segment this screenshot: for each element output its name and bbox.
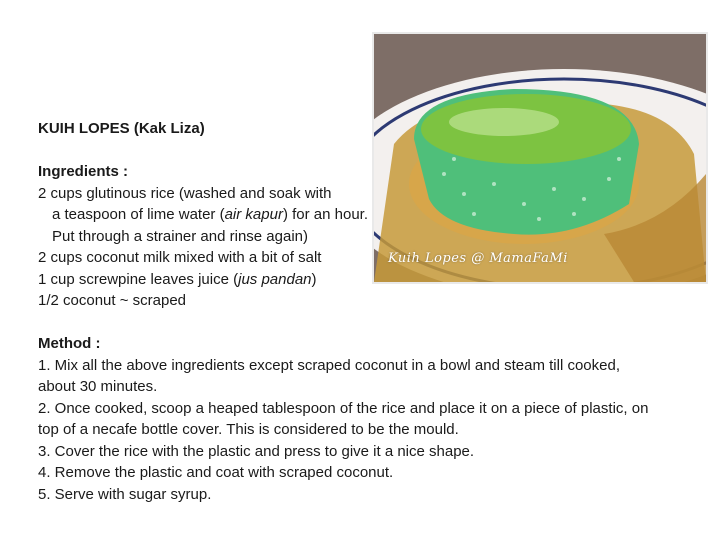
recipe-text bbox=[38, 0, 658, 505]
photo-caption: Kuih Lopes @ MamaFaMi bbox=[388, 251, 568, 266]
ingredient-coconut-milk: 2 cups coconut milk mixed with a bit of salt bbox=[38, 249, 322, 266]
method-step-3: 3. Cover the rice with the plastic and press to give it a nice shape. bbox=[38, 442, 475, 460]
method-step-5: 5. Serve with sugar syrup. bbox=[38, 485, 212, 503]
ingredient-coconut: 1/2 coconut ~ scraped bbox=[38, 292, 187, 309]
ingredient-rice-note-2: Put through a strainer and rinse again) bbox=[52, 227, 308, 245]
method-heading: Method : bbox=[38, 335, 101, 352]
ingredient-rice: 2 cups glutinous rice (washed and soak with bbox=[38, 184, 332, 202]
method-step-1: 1. Mix all the above ingredients except scraped coconut in a bowl and steam till cooked, about 30 minutes. bbox=[38, 356, 620, 395]
method-step-4: 4. Remove the plastic and coat with scraped coconut. bbox=[38, 464, 394, 481]
recipe-title: KUIH LOPES (Kak Liza) bbox=[38, 120, 205, 137]
method-step-2: 2. Once cooked, scoop a heaped tablespoon of the rice and place it on a piece of plastic, on top of a necafe bottle cover. This is considered to be the mould. bbox=[38, 399, 649, 438]
ingredient-rice-note-1: a teaspoon of lime water (air kapur) for an hour. bbox=[52, 206, 369, 223]
ingredient-pandan: 1 cup screwpine leaves juice (jus pandan) bbox=[38, 270, 317, 288]
ingredients-heading: Ingredients : bbox=[38, 163, 129, 180]
